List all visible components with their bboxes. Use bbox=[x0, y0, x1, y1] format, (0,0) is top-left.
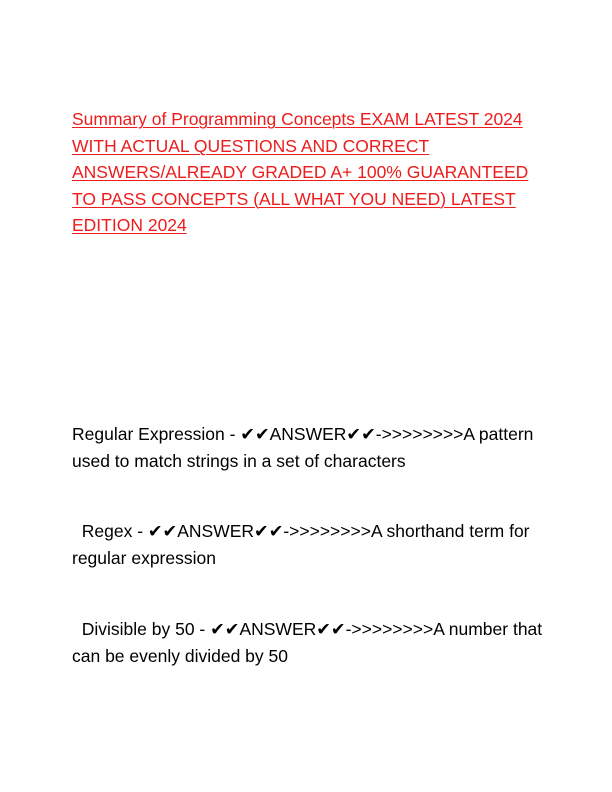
qa-separator: - bbox=[224, 424, 241, 444]
qa-separator: - bbox=[194, 619, 211, 639]
qa-answer: A pattern used to match strings in a set of characters bbox=[72, 424, 539, 471]
qa-entry-regular-expression bbox=[72, 421, 552, 475]
qa-answer: A number that can be evenly divided by 50 bbox=[72, 619, 548, 666]
document-title: Summary of Programming Concepts EXAM LATEST 2024 WITH ACTUAL QUESTIONS AND CORRECT ANSWERS/ALREADY GRADED A+ 100% GUARANTEED TO PASS CONCEPTS (ALL WHAT YOU NEED) LATEST EDITION 2024 bbox=[72, 109, 529, 235]
qa-term: Regex bbox=[72, 521, 133, 541]
answer-marker: ✔✔ANSWER✔✔->>>>>>>> bbox=[240, 424, 464, 444]
answer-marker: ✔✔ANSWER✔✔->>>>>>>> bbox=[147, 521, 371, 541]
answer-marker: ✔✔ANSWER✔✔->>>>>>>> bbox=[210, 619, 434, 639]
qa-answer: A shorthand term for regular expression bbox=[72, 521, 535, 568]
qa-term: Regular Expression bbox=[72, 424, 225, 444]
qa-separator: - bbox=[132, 521, 148, 541]
qa-entry-regex bbox=[72, 518, 552, 572]
qa-term: Divisible by 50 bbox=[72, 619, 195, 639]
qa-entry-divisible-by-50 bbox=[72, 616, 552, 670]
